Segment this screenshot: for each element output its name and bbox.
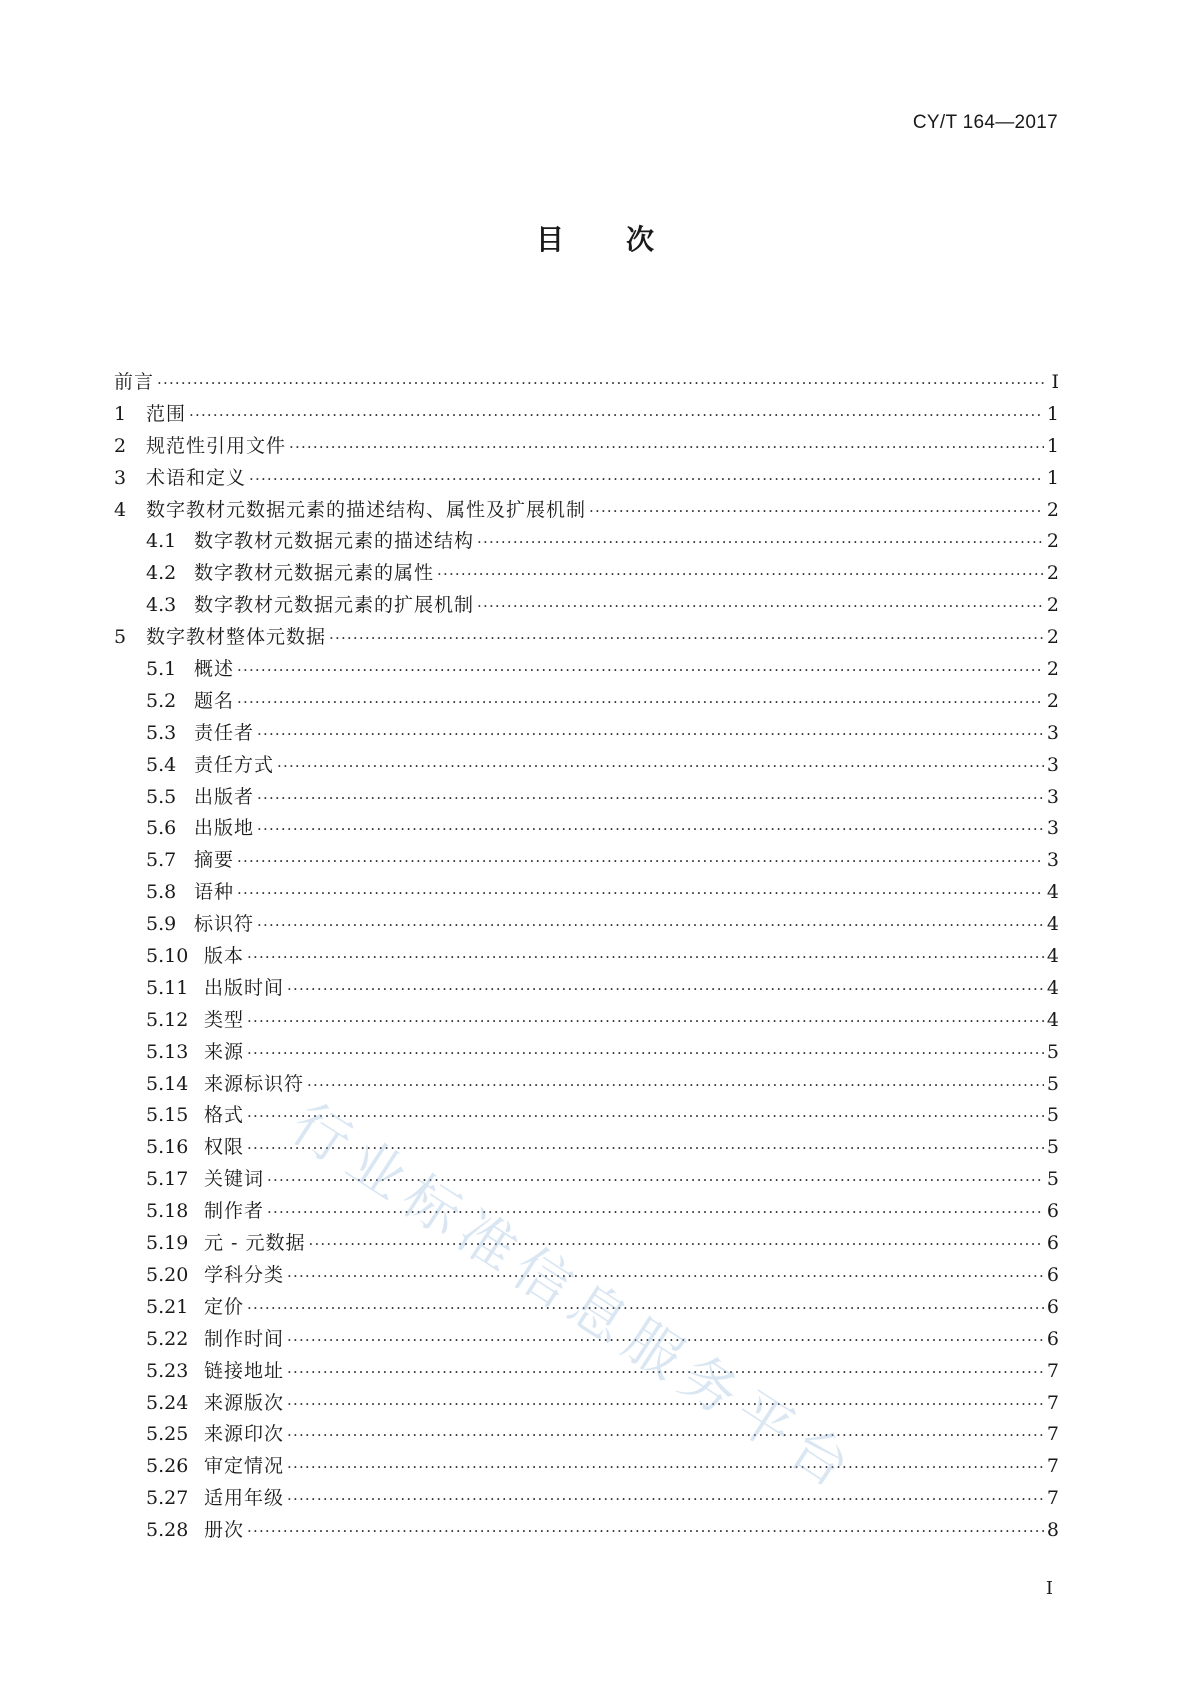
- toc-entry[interactable]: [114, 1069, 1059, 1101]
- toc-entry-page: 5: [1046, 1072, 1059, 1095]
- toc-entry[interactable]: [114, 558, 1059, 590]
- toc-leader-dots: [237, 687, 1044, 719]
- toc-entry-page: 4: [1046, 945, 1059, 968]
- toc-entry-number: 4.2: [146, 562, 177, 585]
- toc-entry-page: 4: [1046, 976, 1059, 999]
- toc-entry[interactable]: [114, 782, 1059, 814]
- toc-entry-title: 链接地址: [204, 1359, 285, 1382]
- toc-leader-dots: [307, 1070, 1044, 1102]
- toc-leader-dots: [287, 1261, 1044, 1293]
- toc-entry-page: 2: [1046, 658, 1059, 681]
- toc-entry[interactable]: [114, 973, 1059, 1005]
- toc-entry-number: 5.7: [146, 849, 177, 872]
- toc-leader-dots: [287, 1420, 1044, 1452]
- toc-entry-title: 术语和定义: [146, 466, 247, 489]
- toc-entry-title: 语种: [194, 881, 235, 904]
- toc-entry-page: 5: [1046, 1136, 1059, 1159]
- toc-leader-dots: [257, 719, 1044, 751]
- toc-entry-page: 1: [1046, 434, 1059, 457]
- toc-entry-number: 5.13: [146, 1040, 189, 1063]
- toc-entry-number: 5.18: [146, 1200, 189, 1223]
- toc-entry[interactable]: [114, 367, 1059, 399]
- toc-entry-number: 5.21: [146, 1295, 189, 1318]
- toc-entry-title: 范围: [146, 402, 187, 425]
- toc-entry-page: 2: [1046, 626, 1059, 649]
- toc-leader-dots: [247, 1133, 1044, 1165]
- toc-entry[interactable]: [114, 1164, 1059, 1196]
- toc-leader-dots: [257, 910, 1044, 942]
- toc-entry[interactable]: [114, 750, 1059, 782]
- toc-leader-dots: [247, 1006, 1044, 1038]
- toc-entry-title: 数字教材元数据元素的描述结构、属性及扩展机制: [146, 498, 587, 521]
- toc-entry-page: 6: [1046, 1263, 1059, 1286]
- toc-entry-title: 定价: [204, 1295, 245, 1318]
- toc-entry-page: 4: [1046, 1008, 1059, 1031]
- toc-entry-number: 5.11: [146, 976, 189, 999]
- toc-entry-page: I: [1051, 371, 1059, 393]
- toc-leader-dots: [309, 1229, 1044, 1261]
- toc-entry-title: 前言: [114, 371, 155, 393]
- toc-entry-title: 元 - 元数据: [204, 1232, 306, 1255]
- toc-entry-number: 5.25: [146, 1423, 189, 1446]
- page-number: I: [1045, 1578, 1053, 1599]
- toc-entry-title: 制作者: [204, 1200, 265, 1223]
- toc-entry[interactable]: [114, 1196, 1059, 1228]
- standard-code: CY/T 164—2017: [912, 112, 1058, 133]
- toc-entry-title: 数字教材元数据元素的属性: [194, 562, 435, 585]
- toc-entry[interactable]: [114, 909, 1059, 941]
- toc-entry[interactable]: [114, 1005, 1059, 1037]
- toc-entry-page: 6: [1046, 1295, 1059, 1318]
- toc-leader-dots: [247, 1293, 1044, 1325]
- toc-entry-number: 5.5: [146, 785, 177, 808]
- toc-entry-number: 5.15: [146, 1104, 189, 1127]
- toc-leader-dots: [189, 400, 1044, 432]
- toc-leader-dots: [477, 591, 1044, 623]
- toc-entry-number: 5.2: [146, 689, 177, 712]
- toc-entry-title: 责任者: [194, 721, 255, 744]
- toc-entry-title: 出版者: [194, 785, 255, 808]
- toc-entry[interactable]: [114, 1324, 1059, 1356]
- toc-entry[interactable]: [114, 686, 1059, 718]
- toc-entry-title: 适用年级: [204, 1487, 285, 1510]
- toc-entry-page: 7: [1046, 1423, 1059, 1446]
- toc-entry-title: 摘要: [194, 849, 235, 872]
- toc-entry-page: 7: [1046, 1391, 1059, 1414]
- toc-entry-number: 5.16: [146, 1136, 189, 1159]
- toc-entry-title: 版本: [204, 945, 245, 968]
- toc-entry[interactable]: [114, 813, 1059, 845]
- toc-entry-title: 审定情况: [204, 1455, 285, 1478]
- toc-entry-title: 权限: [204, 1136, 245, 1159]
- toc-entry-page: 3: [1046, 721, 1059, 744]
- toc-entry[interactable]: [114, 877, 1059, 909]
- toc-entry-number: 4.3: [146, 594, 177, 617]
- toc-entry-page: 2: [1046, 562, 1059, 585]
- toc-leader-dots: [237, 846, 1044, 878]
- toc-entry-title: 概述: [194, 658, 235, 681]
- toc-entry-page: 7: [1046, 1455, 1059, 1478]
- toc-entry-page: 2: [1046, 530, 1059, 553]
- toc-leader-dots: [287, 1452, 1044, 1484]
- page-title: 目次: [535, 223, 716, 256]
- toc-leader-dots: [287, 1484, 1044, 1516]
- toc-entry-page: 6: [1046, 1232, 1059, 1255]
- toc-entry[interactable]: [114, 622, 1059, 654]
- toc-entry-page: 5: [1046, 1168, 1059, 1191]
- toc-entry-title: 规范性引用文件: [146, 434, 287, 457]
- toc-entry-title: 出版地: [194, 817, 255, 840]
- toc-entry-page: 5: [1046, 1104, 1059, 1127]
- toc-entry[interactable]: [114, 654, 1059, 686]
- toc-entry[interactable]: [114, 1451, 1059, 1483]
- toc-leader-dots: [437, 559, 1044, 591]
- toc-entry-number: 5: [114, 626, 127, 649]
- toc-entry-title: 来源版次: [204, 1391, 285, 1414]
- toc-entry-title: 数字教材元数据元素的扩展机制: [194, 594, 475, 617]
- toc-leader-dots: [277, 751, 1044, 783]
- toc-entry-title: 学科分类: [204, 1263, 285, 1286]
- toc-entry[interactable]: [114, 495, 1059, 527]
- toc-entry-number: 5.22: [146, 1327, 189, 1350]
- toc-entry-number: 5.12: [146, 1008, 189, 1031]
- toc-entry[interactable]: [114, 1483, 1059, 1515]
- toc-leader-dots: [247, 1038, 1044, 1070]
- toc-entry-number: 5.19: [146, 1232, 189, 1255]
- toc-entry[interactable]: [114, 399, 1059, 431]
- toc-entry-title: 题名: [194, 689, 235, 712]
- toc-entry[interactable]: [114, 1260, 1059, 1292]
- toc-entry-page: 8: [1046, 1519, 1059, 1542]
- toc-entry-number: 5.14: [146, 1072, 189, 1095]
- toc-entry-title: 数字教材整体元数据: [146, 626, 327, 649]
- toc-entry-number: 5.4: [146, 753, 177, 776]
- toc-entry-number: 5.3: [146, 721, 177, 744]
- table-of-contents: [114, 367, 1059, 1547]
- toc-entry-number: 5.23: [146, 1359, 189, 1382]
- toc-entry[interactable]: [114, 1132, 1059, 1164]
- toc-leader-dots: [237, 878, 1044, 910]
- toc-entry-page: 2: [1046, 689, 1059, 712]
- toc-entry-page: 1: [1046, 466, 1059, 489]
- toc-entry[interactable]: [114, 941, 1059, 973]
- toc-leader-dots: [287, 1325, 1044, 1357]
- toc-leader-dots: [477, 527, 1044, 559]
- toc-leader-dots: [257, 783, 1044, 815]
- toc-entry[interactable]: [114, 1292, 1059, 1324]
- toc-entry[interactable]: [114, 845, 1059, 877]
- toc-leader-dots: [237, 655, 1044, 687]
- toc-entry-number: 4: [114, 498, 127, 521]
- toc-entry-page: 3: [1046, 753, 1059, 776]
- toc-entry-number: 5.8: [146, 881, 177, 904]
- toc-entry-number: 5.1: [146, 658, 177, 681]
- toc-leader-dots: [267, 1165, 1044, 1197]
- toc-entry-title: 格式: [204, 1104, 245, 1127]
- toc-leader-dots: [287, 1357, 1044, 1389]
- toc-entry-title: 类型: [204, 1008, 245, 1031]
- toc-entry-number: 5.17: [146, 1168, 189, 1191]
- toc-leader-dots: [287, 1389, 1044, 1421]
- toc-entry-title: 来源: [204, 1040, 245, 1063]
- toc-entry-page: 7: [1046, 1359, 1059, 1382]
- toc-entry[interactable]: [114, 463, 1059, 495]
- toc-entry-page: 1: [1046, 402, 1059, 425]
- toc-leader-dots: [249, 464, 1044, 496]
- toc-entry-page: 4: [1046, 881, 1059, 904]
- toc-entry-title: 来源印次: [204, 1423, 285, 1446]
- toc-entry-number: 5.9: [146, 913, 177, 936]
- toc-entry-title: 标识符: [194, 913, 255, 936]
- toc-entry-title: 责任方式: [194, 753, 275, 776]
- toc-leader-dots: [257, 814, 1044, 846]
- toc-entry[interactable]: [114, 1228, 1059, 1260]
- toc-entry-title: 来源标识符: [204, 1072, 305, 1095]
- toc-entry[interactable]: [114, 590, 1059, 622]
- toc-leader-dots: [247, 1516, 1044, 1548]
- toc-entry-number: 5.26: [146, 1455, 189, 1478]
- toc-entry-number: 4.1: [146, 530, 177, 553]
- toc-entry-number: 5.20: [146, 1263, 189, 1286]
- toc-leader-dots: [247, 942, 1044, 974]
- toc-entry-number: 3: [114, 466, 127, 489]
- toc-entry-number: 5.27: [146, 1487, 189, 1510]
- toc-entry-number: 2: [114, 434, 127, 457]
- toc-entry-number: 5.24: [146, 1391, 189, 1414]
- toc-entry-page: 2: [1046, 498, 1059, 521]
- toc-entry-page: 4: [1046, 913, 1059, 936]
- toc-entry[interactable]: [114, 1515, 1059, 1547]
- toc-entry-page: 3: [1046, 849, 1059, 872]
- toc-entry[interactable]: [114, 1419, 1059, 1451]
- toc-leader-dots: [247, 1101, 1044, 1133]
- toc-entry-title: 制作时间: [204, 1327, 285, 1350]
- toc-entry-page: 3: [1046, 785, 1059, 808]
- toc-entry-page: 2: [1046, 594, 1059, 617]
- toc-entry[interactable]: [114, 1356, 1059, 1388]
- toc-leader-dots: [589, 496, 1044, 528]
- toc-entry-page: 7: [1046, 1487, 1059, 1510]
- toc-entry-title: 册次: [204, 1519, 245, 1542]
- toc-entry-title: 出版时间: [204, 976, 285, 999]
- toc-entry-number: 1: [114, 402, 127, 425]
- toc-entry-number: 5.6: [146, 817, 177, 840]
- toc-entry-title: 数字教材元数据元素的描述结构: [194, 530, 475, 553]
- toc-leader-dots: [267, 1197, 1044, 1229]
- toc-leader-dots: [157, 368, 1046, 400]
- toc-entry-page: 6: [1046, 1327, 1059, 1350]
- toc-entry[interactable]: [114, 718, 1059, 750]
- toc-entry-page: 3: [1046, 817, 1059, 840]
- toc-leader-dots: [287, 974, 1044, 1006]
- toc-entry[interactable]: [114, 1037, 1059, 1069]
- toc-entry[interactable]: [114, 1388, 1059, 1420]
- toc-entry[interactable]: [114, 431, 1059, 463]
- toc-leader-dots: [289, 432, 1044, 464]
- toc-entry-page: 6: [1046, 1200, 1059, 1223]
- toc-entry[interactable]: [114, 526, 1059, 558]
- toc-entry-title: 关键词: [204, 1168, 265, 1191]
- toc-leader-dots: [329, 623, 1044, 655]
- watermark: 行业标准信息服务平台: [279, 1091, 869, 1506]
- toc-entry[interactable]: [114, 1100, 1059, 1132]
- toc-entry-number: 5.10: [146, 945, 189, 968]
- toc-entry-page: 5: [1046, 1040, 1059, 1063]
- toc-entry-number: 5.28: [146, 1519, 189, 1542]
